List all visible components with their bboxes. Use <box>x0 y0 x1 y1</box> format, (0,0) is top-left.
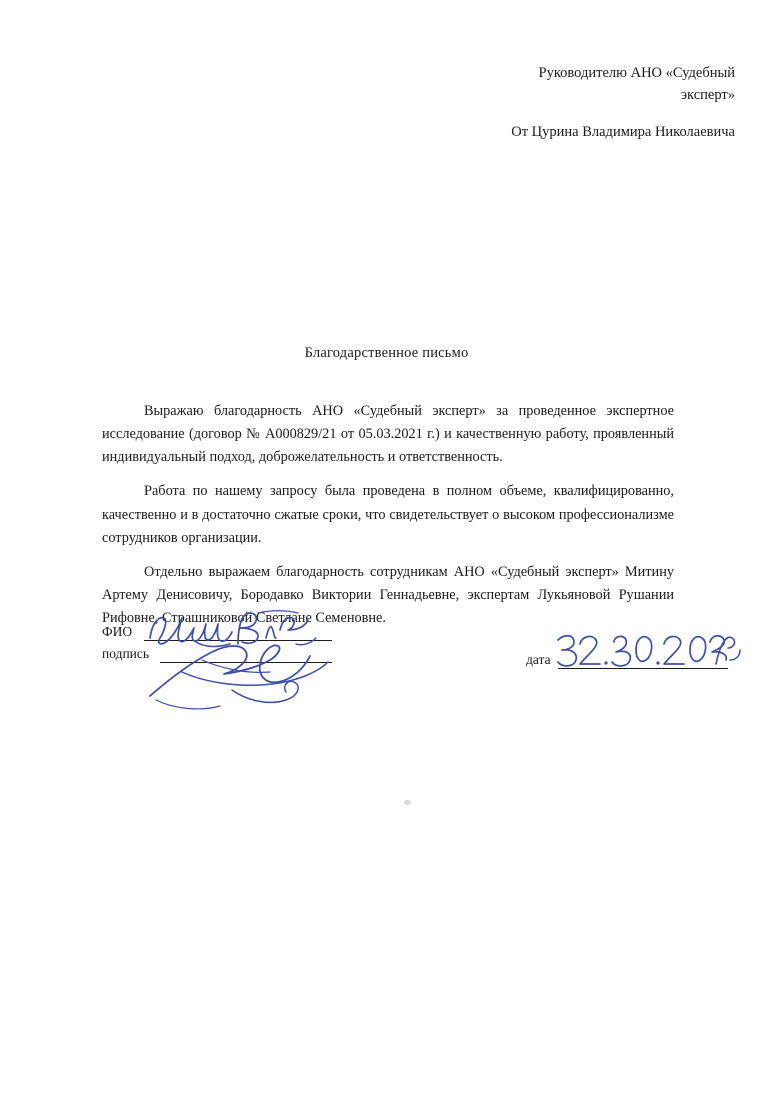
scan-artifact <box>404 800 411 805</box>
podpis-rule <box>160 662 332 663</box>
document-body <box>102 400 674 630</box>
signature-block <box>102 624 674 754</box>
addressee-line-1: Руководителю АНО «Судебный <box>538 65 735 81</box>
addressee-line-2: эксперт» <box>680 87 735 104</box>
podpis-label: подпись <box>102 646 150 661</box>
date-rule <box>558 668 728 669</box>
handwritten-date-ink <box>554 630 744 672</box>
addressee-from: От Цурина Владимира Николаевича <box>511 123 735 140</box>
addressee-block <box>415 62 735 143</box>
date-label: дата <box>526 652 551 667</box>
handwritten-signature-ink <box>142 638 392 718</box>
paragraph-3: Отдельно выражаем благодарность сотрудникам АНО «Судебный эксперт» Митину Артему Денисовичу, Бородавко Виктории Геннадьевне, экспертам Лукьяновой Рушании Рифовне, Страшниковой Светлане Семеновне. <box>102 563 674 627</box>
paragraph-2: Работа по нашему запросу была проведена в полном объеме, квалифицированно, качественно и в достаточно сжатые сроки, что свидетельствует о высоком профессионализме сотрудников организации. <box>102 483 674 546</box>
fio-label: ФИО <box>102 624 133 639</box>
fio-rule <box>144 640 332 641</box>
page-title: Благодарственное письмо <box>304 345 469 361</box>
paragraph-1: Выражаю благодарность АНО «Судебный эксперт» за проведенное экспертное исследование (договор № А000829/21 от 05.03.2021 г.) и качественную работу, проявленный индивидуальный подход, доброжелательность и ответственность. <box>102 403 674 466</box>
